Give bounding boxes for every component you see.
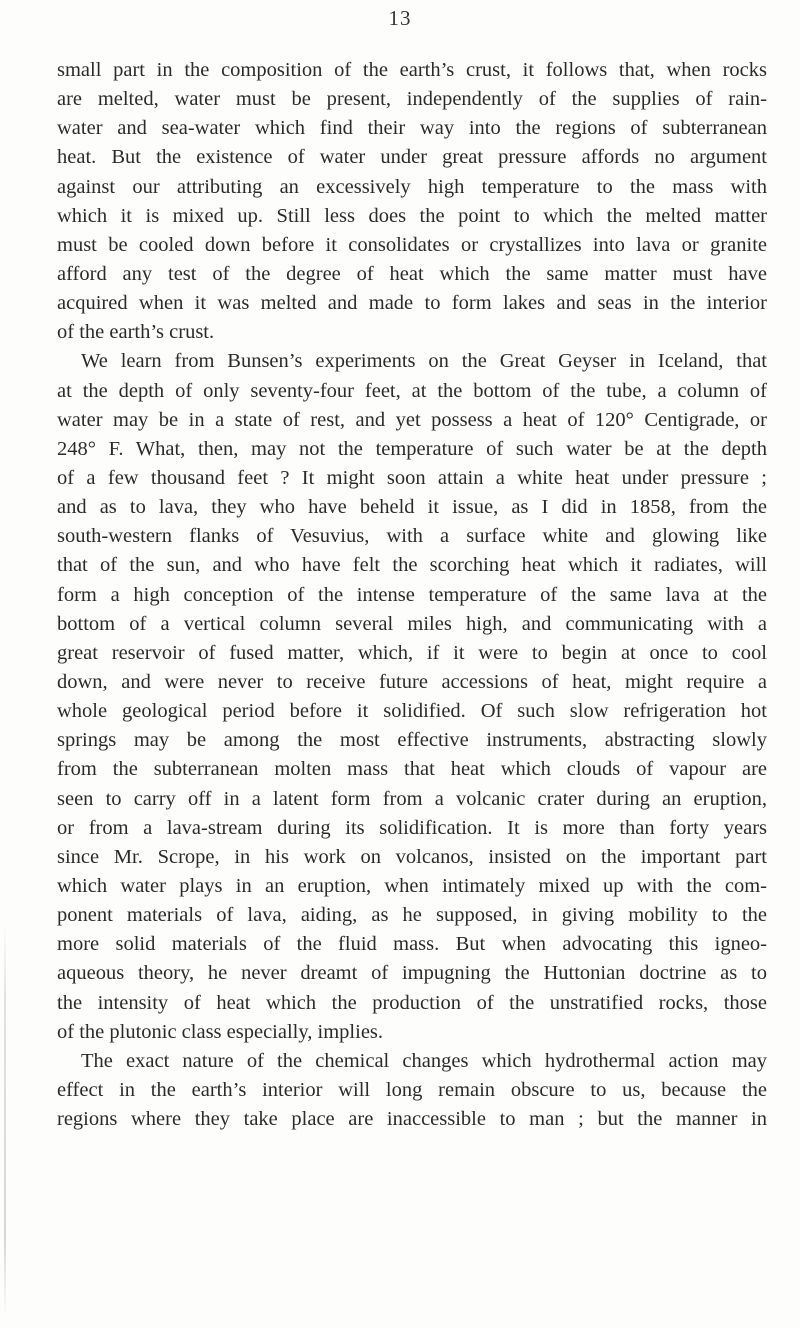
page-number: 13 bbox=[388, 6, 412, 30]
text-line: down, and were never to receive future accessions of heat, might require a bbox=[57, 670, 767, 693]
text-line: which it is mixed up. Still less does the point to which the melted matter bbox=[57, 204, 767, 227]
body-text bbox=[57, 56, 767, 1134]
text-line: of the earth’s crust. bbox=[57, 321, 215, 344]
text-line: We learn from Bunsen’s experiments on the Great Geyser in Iceland, that bbox=[81, 350, 767, 373]
text-line: and as to lava, they who have beheld it issue, as I did in 1858, from the bbox=[57, 496, 767, 519]
text-line: ponent materials of lava, aiding, as he supposed, in giving mobility to the bbox=[57, 904, 767, 927]
text-line: south-western flanks of Vesuvius, with a surface white and glowing like bbox=[57, 525, 767, 548]
text-line: bottom of a vertical column several miles high, and communicating with a bbox=[57, 612, 767, 635]
text-line: heat. But the existence of water under great pressure affords no argument bbox=[57, 146, 767, 169]
text-line: water may be in a state of rest, and yet possess a heat of 120° Centigrade, or bbox=[57, 408, 767, 431]
text-line: The exact nature of the chemical changes which hydrothermal action may bbox=[81, 1049, 767, 1072]
text-line: afford any test of the degree of heat which the same matter must have bbox=[57, 262, 767, 285]
text-line: of a few thousand feet ? It might soon attain a white heat under pressure ; bbox=[57, 466, 767, 489]
text-line: the intensity of heat which the production of the unstratified rocks, those bbox=[57, 991, 767, 1014]
text-line: whole geological period before it solidified. Of such slow refrigeration hot bbox=[57, 700, 767, 723]
text-line: regions where they take place are inaccessible to man ; but the manner in bbox=[57, 1108, 767, 1131]
page-edge-shadow bbox=[4, 920, 6, 1320]
text-line: 248° F. What, then, may not the temperature of such water be at the depth bbox=[57, 437, 767, 460]
text-line: acquired when it was melted and made to form lakes and seas in the interior bbox=[57, 292, 767, 315]
text-line: effect in the earth’s interior will long remain obscure to us, because the bbox=[57, 1078, 767, 1101]
text-line: small part in the composition of the earth’s crust, it follows that, when rocks bbox=[57, 59, 767, 81]
text-line: at the depth of only seventy-four feet, at the bottom of the tube, a column of bbox=[57, 379, 767, 402]
text-line: aqueous theory, he never dreamt of impugning the Huttonian doctrine as to bbox=[57, 962, 767, 985]
text-line: seen to carry off in a latent form from a volcanic crater during an eruption, bbox=[57, 787, 767, 810]
text-line: from the subterranean molten mass that heat which clouds of vapour are bbox=[57, 758, 767, 781]
text-line: of the plutonic class especially, implies. bbox=[57, 1020, 384, 1043]
text-line: must be cooled down before it consolidates or crystallizes into lava or granite bbox=[57, 233, 767, 256]
text-line: more solid materials of the fluid mass. But when advocating this igneo- bbox=[57, 933, 767, 956]
text-line: form a high conception of the intense temperature of the same lava at the bbox=[57, 583, 767, 606]
text-line: great reservoir of fused matter, which, if it were to begin at once to cool bbox=[57, 641, 767, 664]
text-line: or from a lava-stream during its solidification. It is more than forty years bbox=[57, 816, 767, 839]
text-line: that of the sun, and who have felt the scorching heat which it radiates, will bbox=[57, 554, 767, 577]
text-line: water and sea-water which find their way into the regions of subterranean bbox=[57, 117, 767, 140]
text-line: are melted, water must be present, independently of the supplies of rain- bbox=[57, 88, 767, 111]
text-line: since Mr. Scrope, in his work on volcanos, insisted on the important part bbox=[57, 845, 767, 868]
text-line: which water plays in an eruption, when intimately mixed up with the com- bbox=[57, 874, 767, 897]
text-line: springs may be among the most effective instruments, abstracting slowly bbox=[57, 729, 767, 752]
text-line: against our attributing an excessively high temperature to the mass with bbox=[57, 175, 767, 198]
